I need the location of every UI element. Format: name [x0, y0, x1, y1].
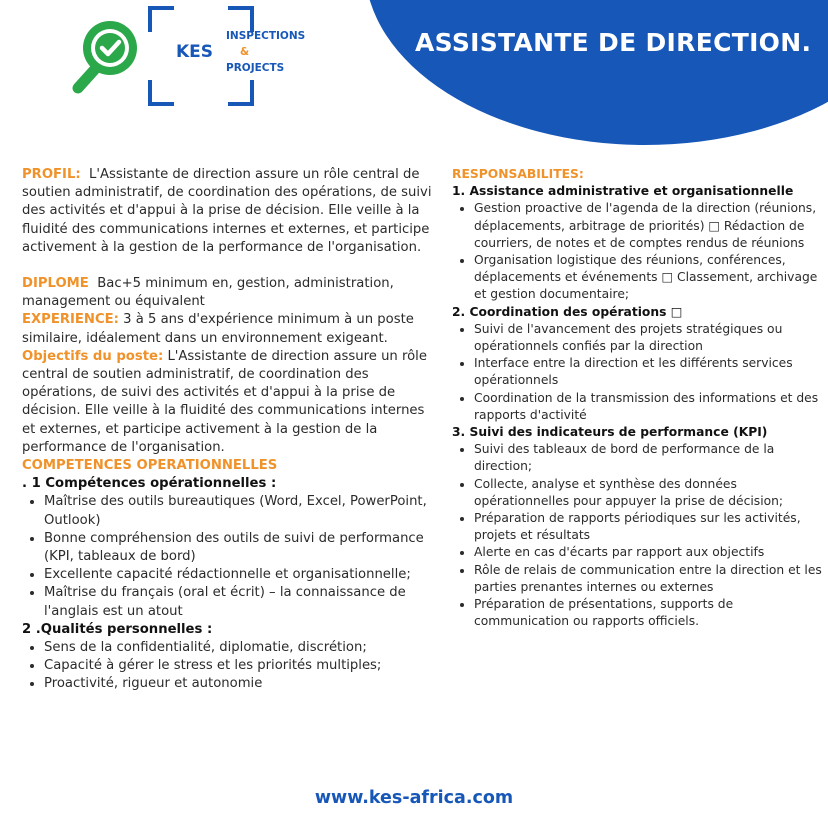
check-magnifier-icon: [72, 16, 144, 98]
objectifs-section: [22, 348, 434, 457]
right-column: [452, 166, 822, 630]
logo-amp-text: &: [240, 46, 250, 58]
section-3-title: 3. Suivi des indicateurs de performance (KPI): [452, 425, 768, 440]
logo-inspections-text: INSPECTIONS: [226, 30, 306, 42]
profil-section: [22, 166, 434, 257]
logo-projects-text: PROJECTS: [226, 62, 285, 74]
list-item: • Organisation logistique des réunions, conférences, déplacements et événements □ Classement, archivage et gestion documentaire;: [474, 252, 822, 304]
list-item: • Collecte, analyse et synthèse des données opérationnelles pour appuyer la prise de décision;: [474, 476, 822, 510]
experience-section: [22, 311, 434, 347]
section-2-title: 2. Coordination des opérations □: [452, 304, 683, 319]
list-item: • Capacité à gérer le stress et les priorités multiples;: [44, 657, 434, 675]
logo-bracket: [228, 6, 254, 32]
competences-heading: COMPETENCES OPERATIONNELLES: [22, 458, 278, 474]
list-item: • Suivi de l'avancement des projets stratégiques ou opérationnels confiés par la direction: [474, 321, 822, 355]
competences-operationnelles-title: . 1 Compétences opérationnelles :: [22, 476, 277, 492]
section-2-list: [452, 321, 822, 424]
diplome-section: [22, 275, 434, 311]
page-title: ASSISTANTE DE DIRECTION.: [415, 28, 812, 57]
logo-bracket: [148, 80, 174, 106]
list-item: • Excellente capacité rédactionnelle et organisationnelle;: [44, 566, 434, 584]
profil-label: PROFIL:: [22, 167, 81, 182]
list-item: • Alerte en cas d'écarts par rapport aux objectifs: [474, 544, 822, 561]
list-item: • Gestion proactive de l'agenda de la direction (réunions, déplacements, arbitrage de priorités) □ Rédaction de courriers, de notes et de comptes rendus de réunions: [474, 200, 822, 252]
list-item: • Interface entre la direction et les différents services opérationnels: [474, 355, 822, 389]
responsabilites-heading: RESPONSABILITES:: [452, 167, 584, 181]
website-link[interactable]: www.kes-africa.com: [314, 788, 514, 808]
competences-list: [22, 493, 434, 620]
list-item: • Sens de la confidentialité, diplomatie, discrétion;: [44, 639, 434, 657]
section-1-list: [452, 200, 822, 303]
list-item: • Maîtrise des outils bureautiques (Word, Excel, PowerPoint, Outlook): [44, 493, 434, 529]
list-item: • Maîtrise du français (oral et écrit) – la connaissance de l'anglais est un atout: [44, 584, 434, 620]
list-item: • Rôle de relais de communication entre la direction et les parties prenantes internes ou externes: [474, 562, 822, 596]
list-item: • Proactivité, rigueur et autonomie: [44, 675, 434, 693]
list-item: • Préparation de présentations, supports de communication ou rapports officiels.: [474, 596, 822, 630]
list-item: • Suivi des tableaux de bord de performance de la direction;: [474, 441, 822, 475]
diplome-text: Bac+5 minimum en, gestion, administration, management ou équivalent: [22, 276, 394, 310]
diplome-label: DIPLOME: [22, 276, 89, 292]
experience-label: EXPERIENCE:: [22, 312, 119, 328]
list-item: • Coordination de la transmission des informations et des rapports d'activité: [474, 390, 822, 424]
section-3-list: [452, 441, 822, 630]
company-logo: [62, 6, 322, 106]
list-item: • Préparation de rapports périodiques sur les activités, projets et résultats: [474, 510, 822, 544]
logo-bracket: [228, 80, 254, 106]
objectifs-label: Objectifs du poste:: [22, 348, 164, 364]
profil-text: L'Assistante de direction assure un rôle central de soutien administratif, de coordination des opérations, de suivi des activités et d'appui à la prise de décision. Elle veille à la fluidité des communications internes et externes, et participe activement à la gestion de la performance de l'organisation.: [22, 167, 432, 255]
qualites-list: [22, 639, 434, 694]
list-item: • Bonne compréhension des outils de suivi de performance (KPI, tableaux de bord): [44, 530, 434, 566]
logo-kes-text: KES: [176, 42, 214, 62]
objectifs-text: L'Assistante de direction assure un rôle central de soutien administratif, de coordination des opérations, de suivi des activités et d'appui à la prise de décision. Elle veille à la fluidité des communications internes et externes, et participe activement à la gestion de la performance de l'organisation.: [22, 348, 427, 455]
logo-bracket: [148, 6, 174, 32]
left-column: [22, 166, 434, 694]
experience-text: 3 à 5 ans d'expérience minimum à un poste similaire, idéalement dans un environnement exigeant.: [22, 312, 414, 346]
qualites-title: 2 .Qualités personnelles :: [22, 621, 213, 637]
section-1-title: 1. Assistance administrative et organisationnelle: [452, 184, 794, 199]
header-banner: [365, 0, 828, 145]
